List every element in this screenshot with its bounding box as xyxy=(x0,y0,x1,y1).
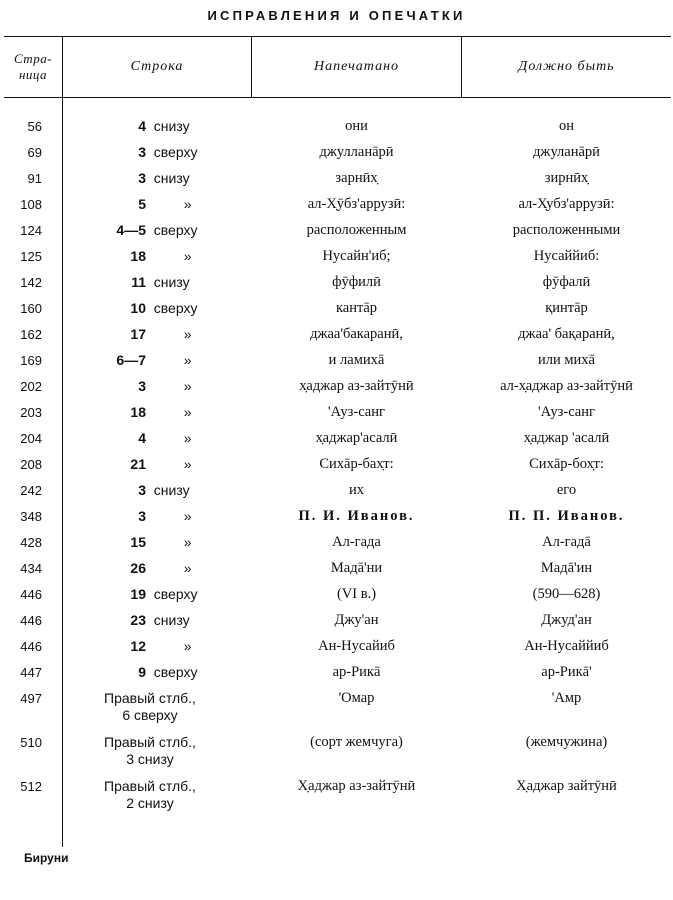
corrected-text: П. П. Иванов. xyxy=(508,508,625,524)
line-direction: » xyxy=(183,248,192,264)
page-number: 69 xyxy=(27,145,42,160)
line-number: 18 xyxy=(130,248,146,264)
table-row xyxy=(0,508,673,534)
line-number: 15 xyxy=(130,534,146,550)
line-number: 11 xyxy=(131,274,146,290)
table-row xyxy=(0,170,673,196)
line-reference xyxy=(88,534,248,551)
corrected-text: или михā xyxy=(537,352,595,368)
line-direction: снизу xyxy=(153,170,190,186)
footer-note: Бируни xyxy=(24,851,69,865)
table-row xyxy=(0,778,673,822)
line-number: 6—7 xyxy=(116,352,146,368)
line-reference xyxy=(88,248,248,265)
line-direction: » xyxy=(183,508,192,524)
page-number: 428 xyxy=(20,535,42,550)
table-row xyxy=(0,456,673,482)
printed-text: Ан-Нусайиб xyxy=(318,638,395,654)
line-reference xyxy=(88,300,248,317)
corrected-text: он xyxy=(558,118,574,134)
corrected-text: ал-х̣аджар аз-зайтӯнӣ xyxy=(500,378,633,394)
page-number: 497 xyxy=(20,691,42,706)
line-reference xyxy=(88,326,248,343)
line-reference xyxy=(88,430,248,447)
line-reference xyxy=(88,170,248,187)
page-number: 124 xyxy=(20,223,42,238)
line-direction: снизу xyxy=(153,118,190,134)
printed-text: зарнӣх̣ xyxy=(335,170,378,186)
table-row xyxy=(0,378,673,404)
corrected-text: 'Амр xyxy=(551,690,582,706)
table-row xyxy=(0,144,673,170)
errata-table-body xyxy=(0,118,673,822)
line-number: 21 xyxy=(130,456,146,472)
line-number: 17 xyxy=(130,326,146,342)
printed-text: кантāр xyxy=(335,300,378,316)
page-number: 56 xyxy=(27,119,42,134)
line-reference xyxy=(88,508,248,525)
line-reference: Правый стлб., 2 снизу xyxy=(104,778,196,811)
printed-text: П. И. Иванов. xyxy=(298,508,415,524)
line-reference xyxy=(88,560,248,577)
page-number: 446 xyxy=(20,613,42,628)
printed-text: Ал-гада xyxy=(332,534,381,550)
header-bottom-rule xyxy=(4,97,671,98)
line-reference: Правый стлб., 3 снизу xyxy=(104,734,196,767)
table-row xyxy=(0,586,673,612)
table-row xyxy=(0,300,673,326)
table-row xyxy=(0,274,673,300)
corrected-text: фӯфалӣ xyxy=(542,274,591,290)
page-number: 142 xyxy=(20,275,42,290)
line-direction: » xyxy=(183,196,192,212)
printed-text: Джу'ан xyxy=(334,612,379,628)
printed-text: фӯфилӣ xyxy=(332,274,381,290)
corrected-text: Нусаййиб: xyxy=(533,248,600,264)
line-number: 3 xyxy=(138,144,146,160)
line-number: 23 xyxy=(130,612,146,628)
line-number: 9 xyxy=(138,664,146,680)
line-reference xyxy=(88,144,248,161)
page-number: 125 xyxy=(20,249,42,264)
page-number: 203 xyxy=(20,405,42,420)
line-number: 12 xyxy=(130,638,146,654)
corrected-text: ал-Х̣убз'аррузӣ: xyxy=(518,196,615,212)
corrected-text: зирнӣх̣ xyxy=(544,170,589,186)
corrected-text: (590—628) xyxy=(532,586,601,602)
line-direction: » xyxy=(183,430,192,446)
printed-text: они xyxy=(345,118,368,134)
table-row xyxy=(0,612,673,638)
corrected-text: Сихāр-бох̣т: xyxy=(529,456,604,472)
table-row xyxy=(0,690,673,734)
page-number: 204 xyxy=(20,431,42,446)
line-direction: сверху xyxy=(153,664,198,680)
line-reference xyxy=(88,456,248,473)
page-number: 169 xyxy=(20,353,42,368)
line-number: 26 xyxy=(130,560,146,576)
line-direction: сверху xyxy=(153,586,198,602)
page-number: 447 xyxy=(20,665,42,680)
table-row xyxy=(0,534,673,560)
corrected-text: Х̣аджар зайтӯнӣ xyxy=(516,778,617,794)
page-number: 512 xyxy=(20,779,42,794)
table-row xyxy=(0,196,673,222)
line-direction: сверху xyxy=(153,144,198,160)
line-direction: снизу xyxy=(153,612,190,628)
page-number: 446 xyxy=(20,639,42,654)
printed-text: их xyxy=(348,482,364,498)
line-direction: » xyxy=(183,378,192,394)
table-row xyxy=(0,222,673,248)
page-number: 510 xyxy=(20,735,42,750)
printed-text: Х̣аджар аз-зайтӯнӣ xyxy=(297,778,416,794)
corrected-text: х̣аджар 'асалӣ xyxy=(523,430,610,446)
header-printed: Напечатано xyxy=(313,59,400,74)
line-direction: » xyxy=(183,404,192,420)
line-reference xyxy=(88,586,248,603)
line-reference xyxy=(88,196,248,213)
page-title: ИСПРАВЛЕНИЯ И ОПЕЧАТКИ xyxy=(207,8,466,23)
line-reference xyxy=(88,378,248,395)
line-reference xyxy=(88,638,248,655)
printed-text: х̣аджар аз-зайтӯнӣ xyxy=(299,378,414,394)
table-row xyxy=(0,638,673,664)
page-number: 208 xyxy=(20,457,42,472)
line-reference xyxy=(88,222,248,239)
line-reference xyxy=(88,404,248,421)
header-line: Строка xyxy=(130,59,184,74)
line-number: 4—5 xyxy=(116,222,146,238)
line-reference xyxy=(88,118,248,135)
printed-text: ар-Рикā xyxy=(332,664,381,680)
line-direction: » xyxy=(183,326,192,342)
line-direction: сверху xyxy=(153,300,198,316)
corrected-text: 'Ауз-санг xyxy=(538,404,595,420)
table-row xyxy=(0,482,673,508)
table-row xyxy=(0,560,673,586)
corrected-text: джаа' бақаранӣ, xyxy=(518,326,615,342)
printed-text: джаа'бакаранӣ, xyxy=(310,326,403,342)
line-number: 10 xyxy=(130,300,146,316)
printed-text: х̣аджар'асалӣ xyxy=(315,430,398,446)
page-number: 434 xyxy=(20,561,42,576)
printed-text: (VI в.) xyxy=(336,586,377,602)
line-number: 4 xyxy=(138,118,146,134)
line-direction: » xyxy=(183,352,192,368)
line-number: 19 xyxy=(130,586,146,602)
printed-text: расположенным xyxy=(306,222,407,238)
line-number: 3 xyxy=(138,170,146,186)
line-number: 4 xyxy=(138,430,146,446)
line-reference xyxy=(88,274,248,291)
line-direction: снизу xyxy=(153,274,190,290)
printed-text: 'Ауз-санг xyxy=(328,404,385,420)
corrected-text: Мадā'ин xyxy=(540,560,593,576)
page-number: 91 xyxy=(27,171,42,186)
table-row xyxy=(0,430,673,456)
page-number: 202 xyxy=(20,379,42,394)
printed-text: Сихāр-бах̣т: xyxy=(319,456,394,472)
corrected-text: джуланāрӣ xyxy=(533,144,600,160)
page-number: 348 xyxy=(20,509,42,524)
corrected-text: Ал-гадā xyxy=(542,534,591,550)
line-reference xyxy=(88,482,248,499)
line-reference xyxy=(88,352,248,369)
printed-text: Нусайн'иб; xyxy=(322,248,391,264)
line-number: 5 xyxy=(138,196,146,212)
printed-text: 'Омар xyxy=(338,690,375,706)
page-number: 446 xyxy=(20,587,42,602)
corrected-text: ар-Рикā' xyxy=(541,664,592,680)
table-row xyxy=(0,118,673,144)
page-number: 242 xyxy=(20,483,42,498)
line-reference xyxy=(88,664,248,681)
printed-text: (сорт жемчуга) xyxy=(310,734,403,750)
table-row xyxy=(0,352,673,378)
table-row xyxy=(0,404,673,430)
printed-text: и ламихā xyxy=(328,352,385,368)
line-direction: сверху xyxy=(153,222,198,238)
printed-text: ал-Х̣ӯбз'аррузӣ: xyxy=(307,196,406,212)
corrected-text: его xyxy=(556,482,577,498)
table-row xyxy=(0,664,673,690)
corrected-text: Джуд'ан xyxy=(541,612,592,628)
line-direction: » xyxy=(183,638,192,654)
page-number: 160 xyxy=(20,301,42,316)
printed-text: Мадā'ни xyxy=(330,560,383,576)
header-correct: Должно быть xyxy=(518,59,615,74)
line-number: 3 xyxy=(138,508,146,524)
corrected-text: қинтāр xyxy=(545,300,588,316)
line-reference xyxy=(88,612,248,629)
corrected-text: расположенными xyxy=(512,222,621,238)
table-row xyxy=(0,734,673,778)
line-direction: » xyxy=(183,534,192,550)
line-number: 3 xyxy=(138,378,146,394)
page-number: 162 xyxy=(20,327,42,342)
line-number: 18 xyxy=(130,404,146,420)
corrected-text: Ан-Нусаййиб xyxy=(524,638,609,654)
line-number: 3 xyxy=(138,482,146,498)
header-page: Стра- ница xyxy=(13,51,53,82)
corrected-text: (жемчужина) xyxy=(525,734,608,750)
table-row xyxy=(0,248,673,274)
line-direction: » xyxy=(183,560,192,576)
printed-text: джулланāрӣ xyxy=(319,144,394,160)
line-direction: » xyxy=(183,456,192,472)
line-direction: снизу xyxy=(153,482,190,498)
page-number: 108 xyxy=(20,197,42,212)
table-row xyxy=(0,326,673,352)
line-reference: Правый стлб., 6 сверху xyxy=(104,690,196,723)
